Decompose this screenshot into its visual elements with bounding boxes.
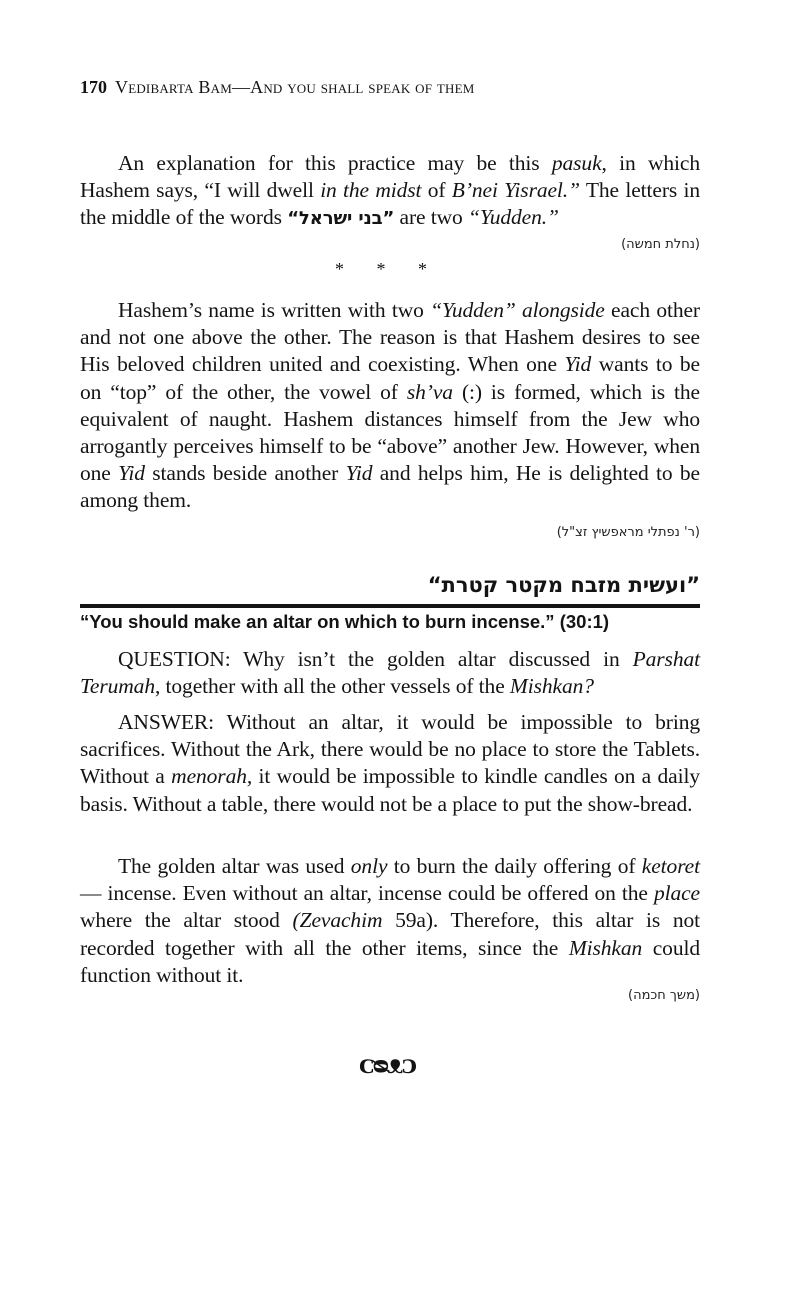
source-citation: (משך חכמה)	[628, 988, 700, 1003]
paragraph-answer: ANSWER: Without an altar, it would be impossible to bring sacrifices. Without the Ark, there would be no place to store the Tablets. Without a menorah, it would be impossible to kindle candles on a daily basis. Without a table, there would not be a place to put the show-bread.	[80, 710, 700, 816]
paragraph-explanation: An explanation for this practice may be this pasuk, in which Hashem says, “I will dwell in the midst of B’nei Yisrael.” The letters in the middle of the words ”בני ישראל“ are two “Yudden.”	[80, 151, 700, 230]
paragraph-question: QUESTION: Why isn’t the golden altar discussed in Parshat Terumah, together with all the other vessels of the Mishkan?	[80, 647, 700, 699]
running-head	[80, 74, 700, 100]
book-title: Vedibarta Bam—And you shall speak of them	[115, 77, 475, 97]
paragraph-golden-altar: The golden altar was used only to burn the daily offering of ketoret — incense. Even without an altar, incense could be offered on the place where the altar stood (Zevachim 59a). Therefore, this altar is not recorded together with all the other items, since the Mishkan could function without it.	[80, 854, 700, 987]
source-citation: (ר' נפתלי מראפשיץ זצ"ל)	[556, 525, 700, 540]
paragraph-hashem-name: Hashem’s name is written with two “Yudden” alongside each other and not one above the other. The reason is that Hashem desires to see His beloved children united and coexisting. When one Yid wants to be on “top” of the other, the vowel of sh’va (:) is formed, which is the equivalent of naught. Hashem distances himself from the Jew who arrogantly perceives himself to be “above” another Jew. However, when one Yid stands beside another Yid and helps him, He is delighted to be among them.	[80, 298, 700, 513]
section-divider: * * *	[335, 259, 441, 279]
source-citation: (נחלת חמשה)	[621, 237, 700, 252]
hebrew-words: ”בני ישראל“	[287, 208, 395, 230]
end-ornament: ᴄᴓᴥᴐ	[358, 1047, 416, 1080]
hebrew-verse-heading: ”ועשית מזבח מקטר קטרת“	[427, 573, 700, 597]
english-verse-heading: “You should make an altar on which to burn incense.” (30:1)	[80, 611, 610, 632]
page-number: 170	[80, 77, 107, 97]
